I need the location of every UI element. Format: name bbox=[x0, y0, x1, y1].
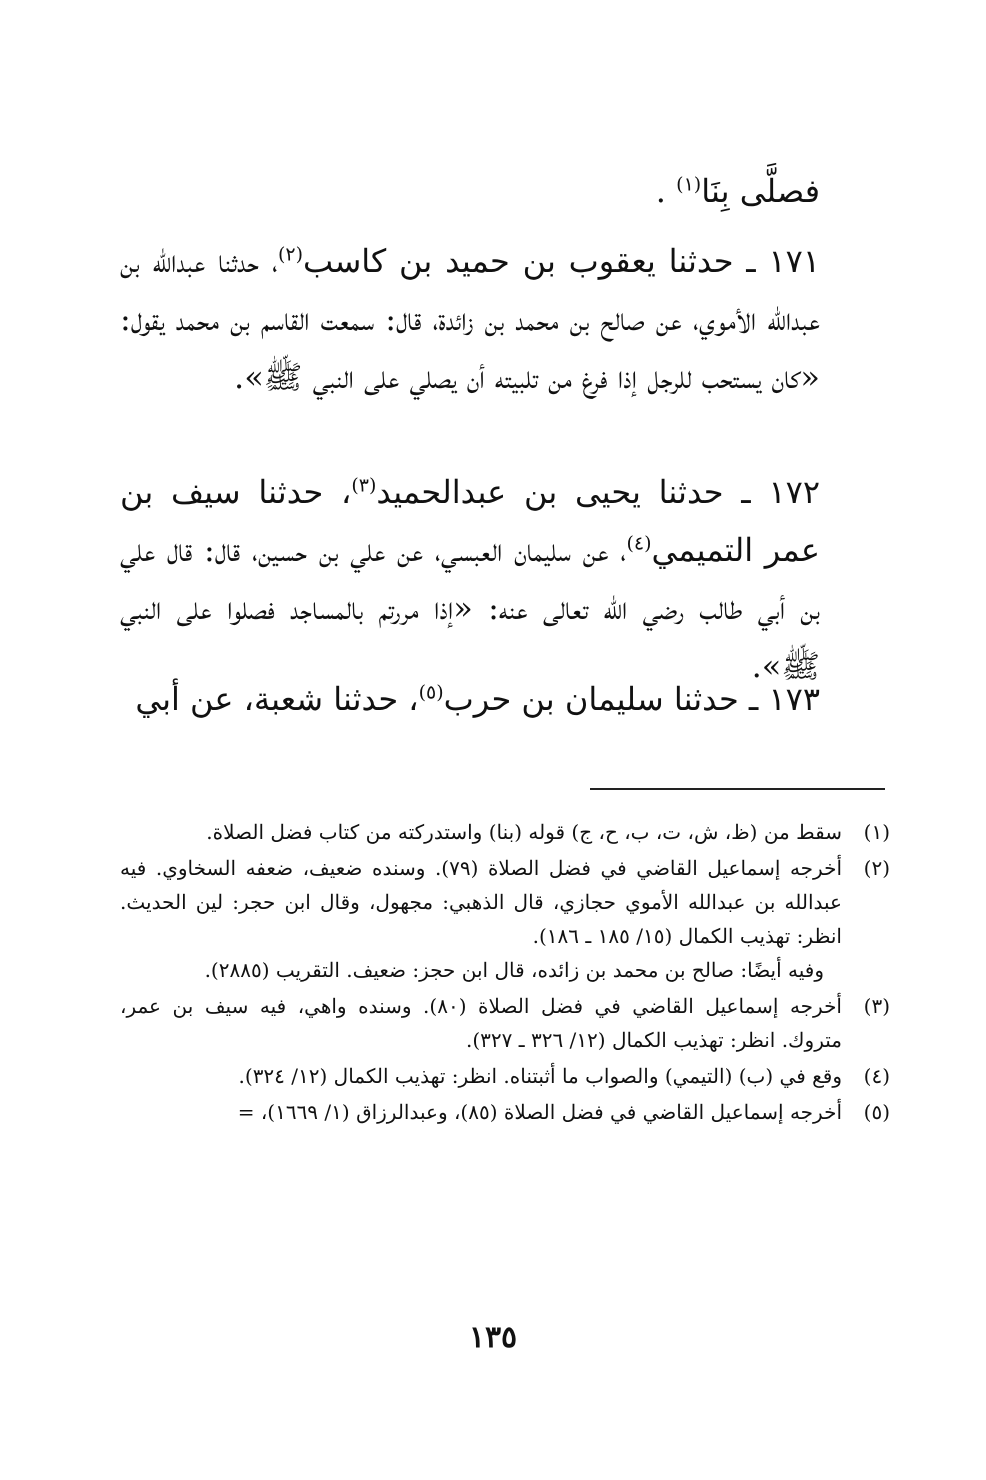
hadith-171 bbox=[120, 232, 820, 406]
footnote-number: (٣) bbox=[863, 994, 890, 1018]
footnote-5 bbox=[120, 1095, 890, 1129]
footnote-ref-5[interactable]: (٥) bbox=[418, 681, 444, 704]
hadith-172-mid: ، حدثنا سيف بن عمر التميمي bbox=[120, 473, 821, 569]
hadith-172-lead: ١٧٢ ـ حدثنا يحيى بن عبدالحميد bbox=[376, 473, 821, 511]
footnote-ref-4[interactable]: (٤) bbox=[626, 532, 652, 555]
footnote-number: (٢) bbox=[863, 856, 890, 880]
footnotes bbox=[120, 815, 890, 1131]
hadith-173-lead: ١٧٣ ـ حدثنا سليمان بن حرب bbox=[443, 680, 820, 718]
hadith-171-text: ، حدثنا عبدالله بن عبدالله الأموي، عن صالح بن محمد بن زائدة، قال: سمعت القاسم بن محمد يقول: «كان يستحب للرجل إذا فرغ من تلبيته أن يصلي على النبي ﷺ». bbox=[120, 242, 820, 396]
footnote-number: (٤) bbox=[863, 1064, 890, 1088]
hadith-172-text: ، عن سليمان العبسي، عن علي بن حسين، قال: قال علي بن أبي طالب رضي الله تعالى عنه: «إذا مررتم بالمساجد فصلوا على النبي ﷺ». bbox=[120, 531, 820, 685]
footnote-ref-1[interactable]: (١) bbox=[676, 173, 702, 196]
footnote-ref-2[interactable]: (٢) bbox=[277, 243, 304, 266]
intro-paragraph bbox=[120, 162, 820, 220]
footnote-text: أخرجه إسماعيل القاضي في فضل الصلاة (٧٩). وسنده ضعيف، ضعفه السخاوي. فيه عبدالله بن عبدالله الأموي حجازي، قال الذهبي: مجهول، وقال ابن حجر: لين الحديث. انظر: تهذيب الكمال (١٥/ ١٨٥ ـ ١٨٦). bbox=[120, 856, 843, 948]
footnote-text: أخرجه إسماعيل القاضي في فضل الصلاة (٨٥)، وعبدالرزاق (١/ ١٦٦٩)، = bbox=[237, 1100, 842, 1124]
footnote-number: (١) bbox=[863, 820, 890, 844]
hadith-171-lead: ١٧١ ـ حدثنا يعقوب بن حميد بن كاسب bbox=[303, 242, 821, 280]
intro-text: فصلَّى بِنَا bbox=[701, 172, 820, 210]
footnote-1 bbox=[120, 815, 890, 849]
hadith-173-text: ، حدثنا شعبة، عن أبي bbox=[135, 680, 419, 718]
hadith-172 bbox=[120, 463, 820, 695]
footnote-number: (٥) bbox=[863, 1100, 890, 1124]
footnote-2 bbox=[120, 851, 890, 987]
footnote-text: سقط من (ظ، ش، ت، ب، ح، ج) قوله (بنا) واستدركته من كتاب فضل الصلاة. bbox=[206, 820, 842, 844]
footnote-ref-3[interactable]: (٣) bbox=[351, 474, 377, 497]
footnote-4 bbox=[120, 1059, 890, 1093]
hadith-173 bbox=[120, 670, 820, 728]
page-number: ١٣٥ bbox=[468, 1320, 518, 1355]
footnote-text: أخرجه إسماعيل القاضي في فضل الصلاة (٨٠). وسنده واهي، فيه سيف بن عمر، متروك. انظر: تهذيب الكمال (١٢/ ٣٢٦ ـ ٣٢٧). bbox=[120, 994, 842, 1052]
footnote-3 bbox=[120, 989, 890, 1057]
footnote-text: وقع في (ب) (التيمي) والصواب ما أثبتناه. انظر: تهذيب الكمال (١٢/ ٣٢٤). bbox=[238, 1064, 842, 1088]
intro-end: . bbox=[655, 172, 666, 210]
footnote-separator bbox=[590, 788, 885, 790]
footnote-text: وفيه أيضًا: صالح بن محمد بن زائده، قال ابن حجز: ضعيف. التقريب (٢٨٨٥). bbox=[204, 958, 824, 982]
